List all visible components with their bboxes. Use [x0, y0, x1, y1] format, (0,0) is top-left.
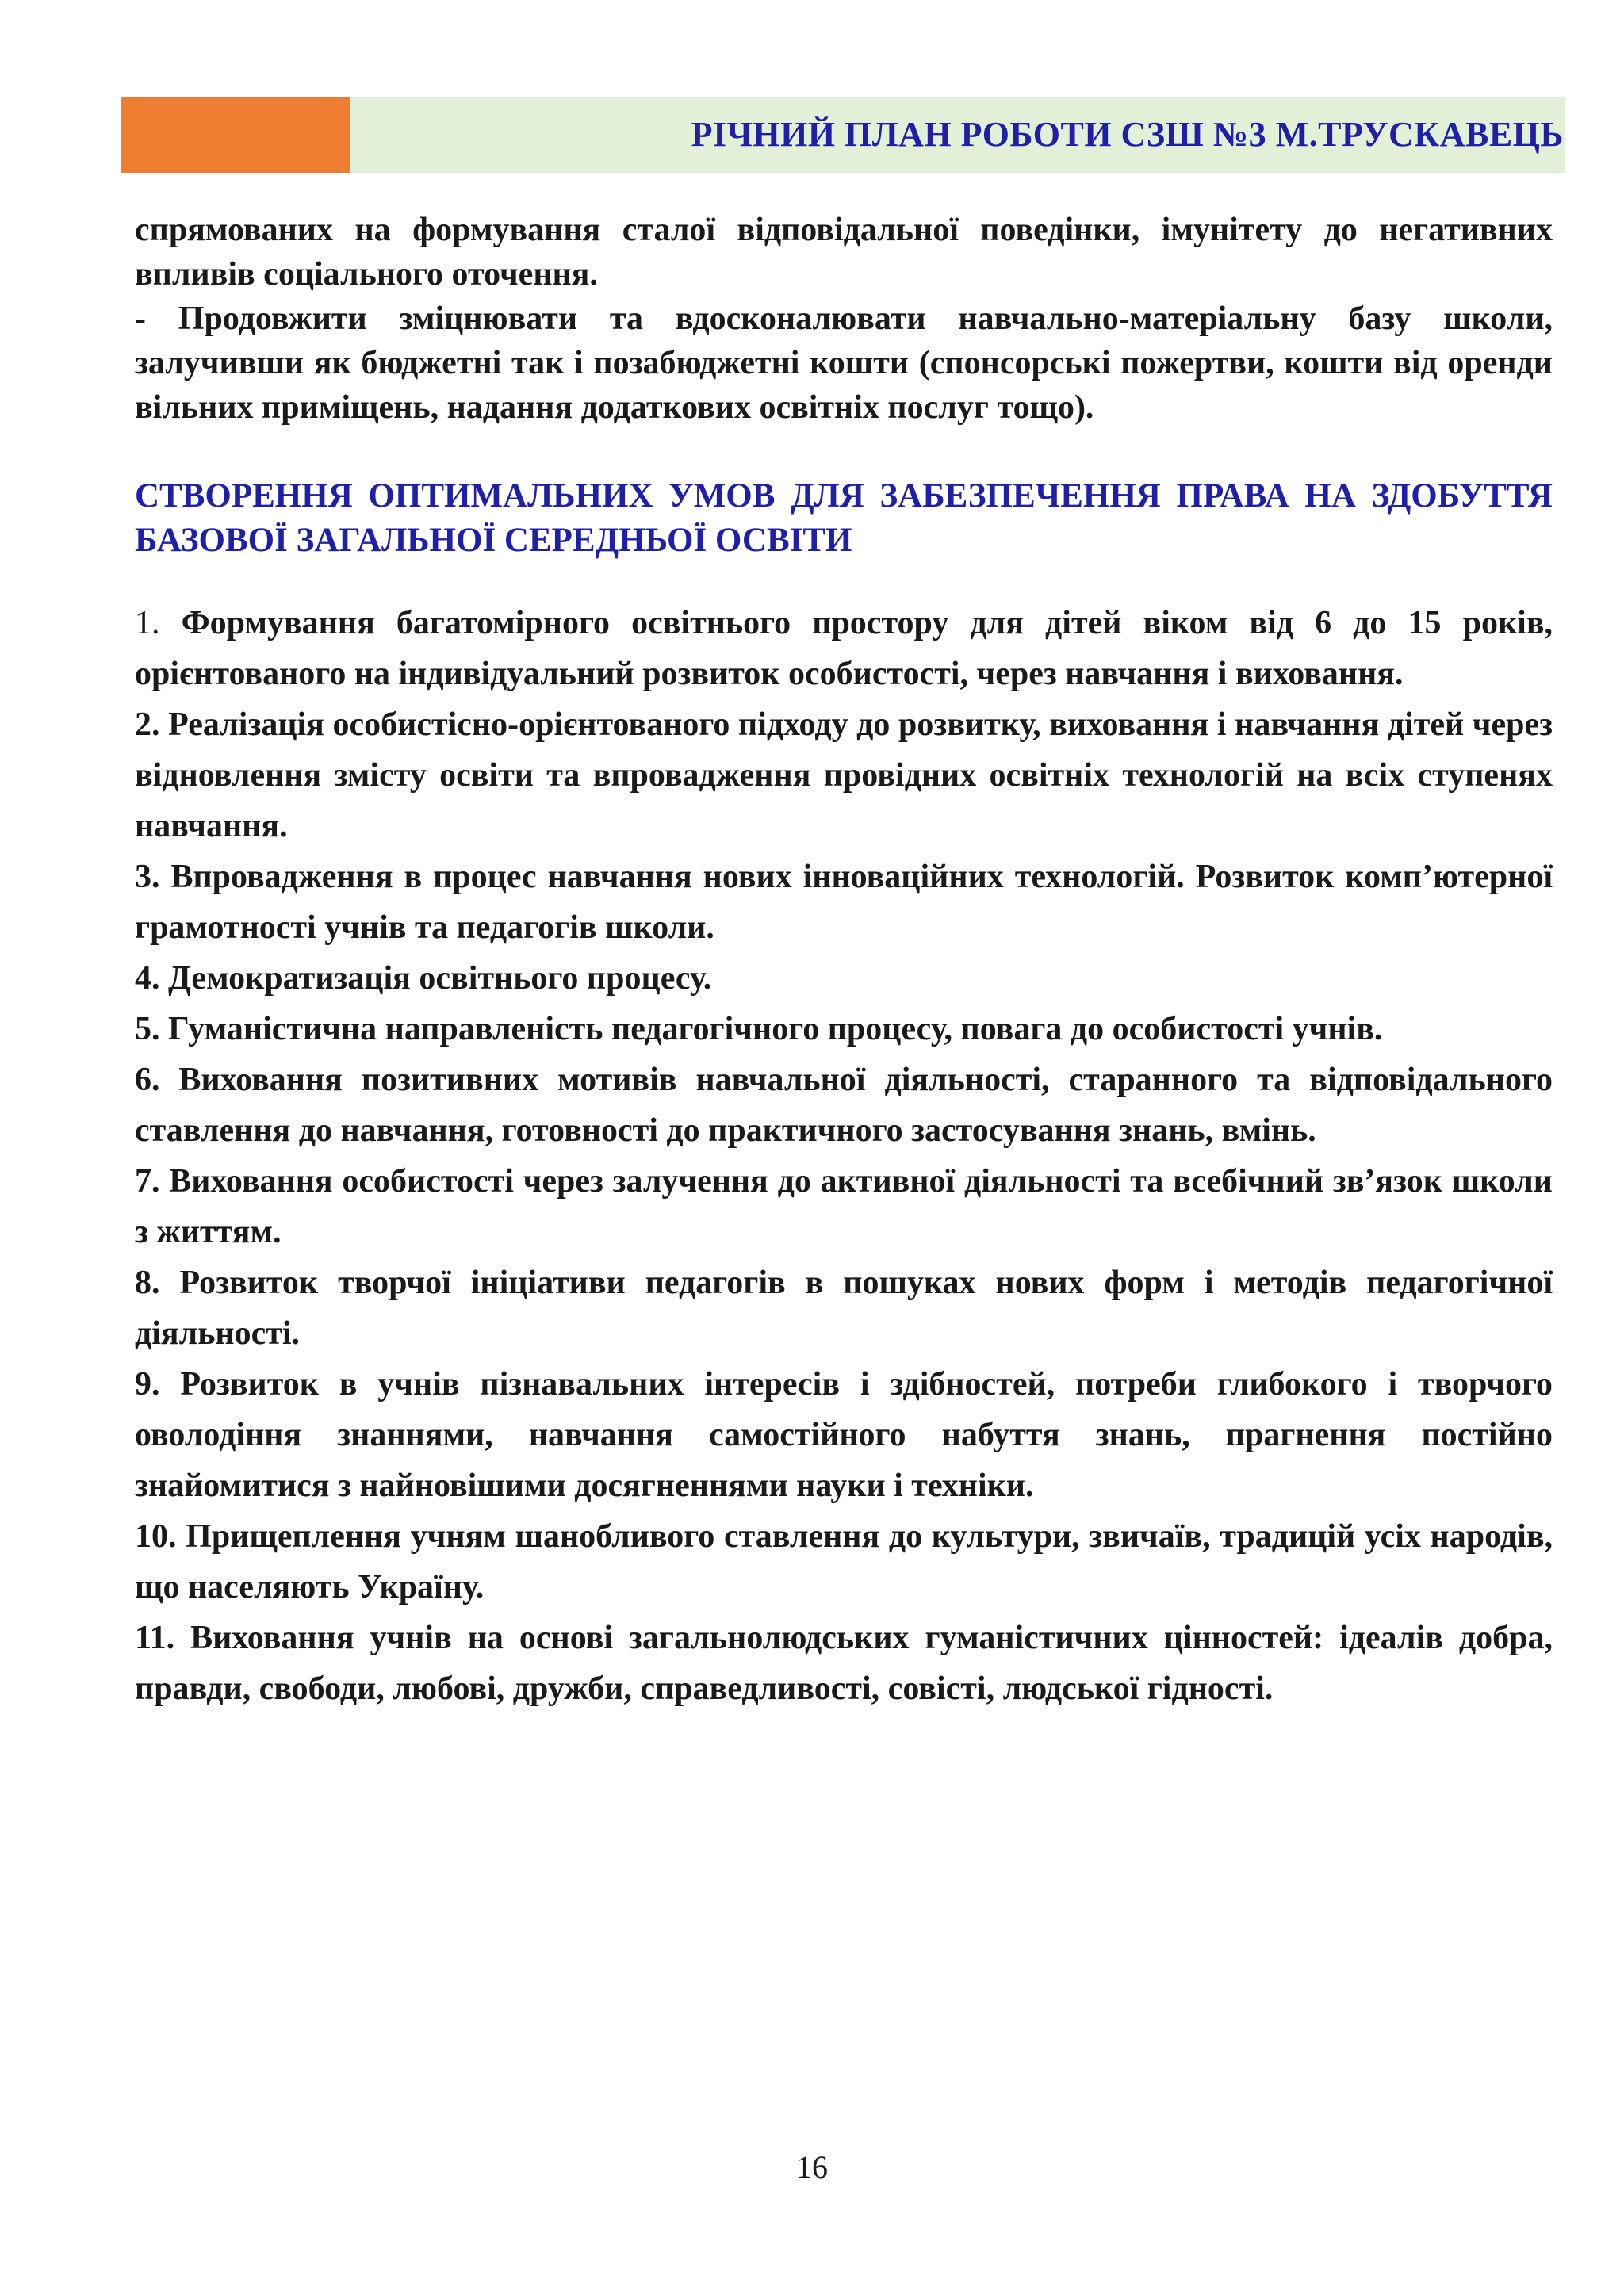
list-item-text: Прищеплення учням шанобливого ставлення до культури, звичаїв, традицій усіх народів, що населяють Україну. — [135, 1518, 1553, 1605]
intro-continuation: спрямованих на формування сталої відповідальної поведінки, імунітету до негативних впливів соціального оточення. — [135, 212, 1553, 293]
list-item-text: Розвиток творчої ініціативи педагогів в пошуках нових форм і методів педагогічної діяльності. — [135, 1265, 1553, 1352]
list-item — [135, 1613, 1553, 1714]
list-item-text: Гуманістична направленість педагогічного процесу, повага до особистості учнів. — [168, 1011, 1383, 1047]
list-item — [135, 1156, 1553, 1257]
list-item-text: Розвиток в учнів пізнавальних інтересів і здібностей, потреби глибокого і творчого оволодіння знаннями, навчання самостійного набуття знань, прагнення постійно знайомитися з найновішими досягненнями науки і техніки. — [135, 1366, 1553, 1504]
list-item-number: 11. — [135, 1620, 175, 1656]
page-content — [135, 208, 1553, 1714]
list-item-text: Впровадження в процес навчання нових інноваційних технологій. Розвиток комп’ютерної грамотності учнів та педагогів школи. — [135, 859, 1553, 946]
list-item-number: 8. — [135, 1265, 160, 1301]
list-item — [135, 1004, 1553, 1054]
list-item — [135, 699, 1553, 851]
goals-list — [135, 598, 1553, 1714]
list-item-number: 7. — [135, 1163, 160, 1200]
list-item-number: 3. — [135, 859, 160, 895]
list-item-number: 6. — [135, 1062, 160, 1098]
list-item — [135, 1359, 1553, 1511]
list-item — [135, 1257, 1553, 1359]
list-item-text: Виховання учнів на основі загальнолюдських гуманістичних цінностей: ідеалів добра, правди, свободи, любові, дружби, справедливості, совісті, людської гідності. — [135, 1620, 1553, 1707]
list-item — [135, 953, 1553, 1004]
list-item-text: Формування багатомірного освітнього простору для дітей віком від 6 до 15 років, орієнтованого на індивідуальний розвиток особистості, через навчання і виховання. — [135, 605, 1553, 692]
list-item-text: Демократизація освітнього процесу. — [168, 960, 712, 997]
list-item-number: 9. — [135, 1366, 160, 1402]
header-accent-block — [121, 97, 350, 173]
list-item-text: Реалізація особистісно-орієнтованого підходу до розвитку, виховання і навчання дітей через відновлення змісту освіти та впровадження провідних освітніх технологій на всіх ступенях навчання. — [135, 706, 1553, 844]
document-header-title: РІЧНИЙ ПЛАН РОБОТИ СЗШ №3 М.ТРУСКАВЕЦЬ — [691, 115, 1564, 154]
list-item-number: 2. — [135, 706, 160, 743]
list-item-number: 10. — [135, 1518, 177, 1555]
list-item — [135, 598, 1553, 699]
section-heading: СТВОРЕННЯ ОПТИМАЛЬНИХ УМОВ ДЛЯ ЗАБЕЗПЕЧЕННЯ ПРАВА НА ЗДОБУТТЯ БАЗОВОЇ ЗАГАЛЬНОЇ СЕРЕДНЬОЇ ОСВІТИ — [135, 477, 1553, 559]
page-number: 16 — [796, 2149, 828, 2185]
intro-bullet: - Продовжити зміцнювати та вдосконалювати навчально-матеріальну базу школи, залучивши як бюджетні так і позабюджетні кошти (спонсорські пожертви, кошти від оренди вільних приміщень, надання додаткових освітніх послуг тощо). — [135, 300, 1553, 426]
list-item-number: 4. — [135, 960, 160, 997]
list-item-number: 1. — [135, 605, 160, 641]
list-item-number: 5. — [135, 1011, 160, 1047]
list-item — [135, 851, 1553, 953]
list-item-text: Виховання особистості через залучення до активної діяльності та всебічний зв’язок школи з життям. — [135, 1163, 1553, 1250]
list-item — [135, 1054, 1553, 1156]
list-item — [135, 1511, 1553, 1613]
list-item-text: Виховання позитивних мотивів навчальної діяльності, старанного та відповідального ставлення до навчання, готовності до практичного застосування знань, вмінь. — [135, 1062, 1553, 1149]
